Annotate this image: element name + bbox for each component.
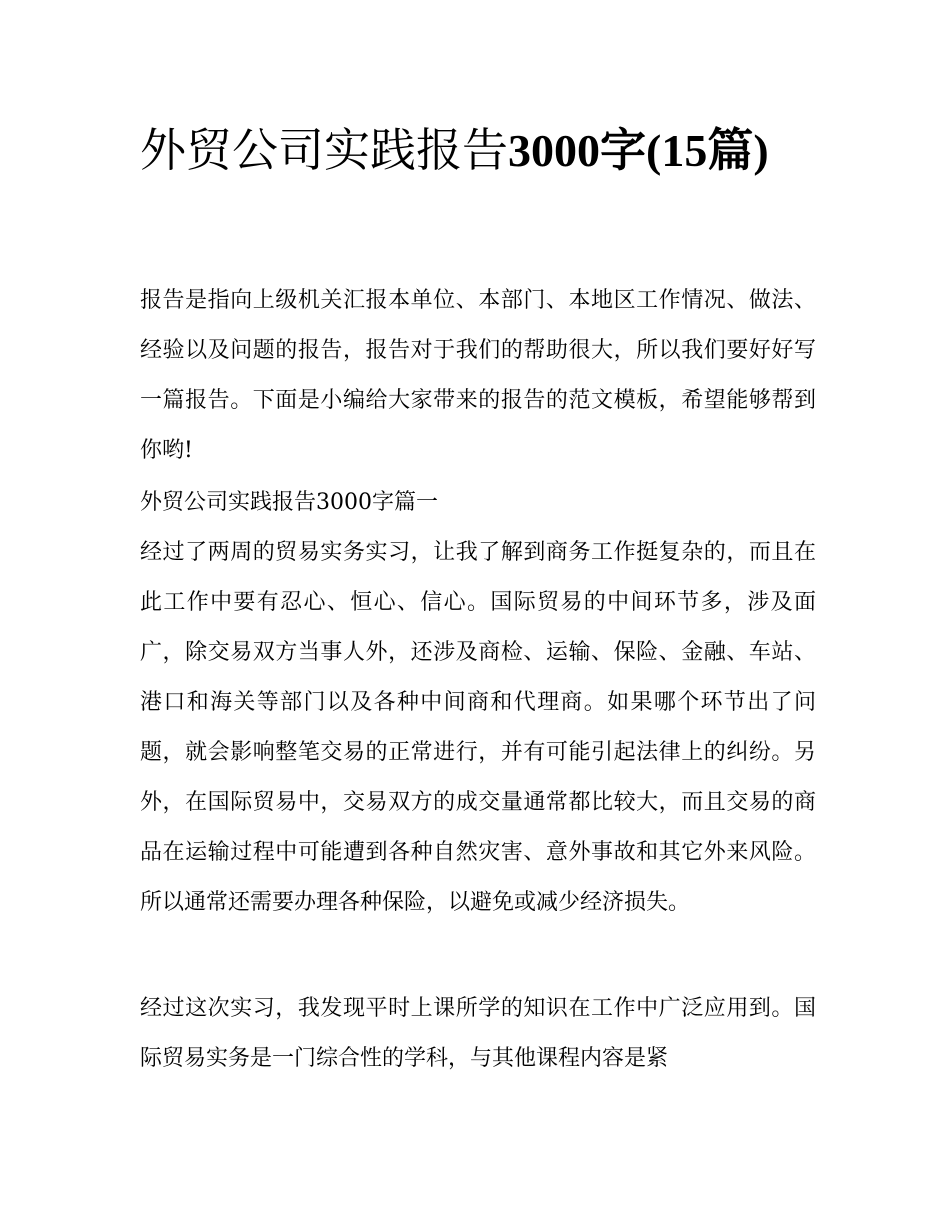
title-text-part2: 字(15篇) <box>600 125 769 176</box>
intro-paragraph: 报告是指向上级机关汇报本单位、本部门、本地区工作情况、做法、经验以及问题的报告，报告对于我们的帮助很大，所以我们要好好写一篇报告。下面是小编给大家带来的报告的范文模板，希望能够帮到你哟! <box>140 288 816 463</box>
title-text-part1: 外贸公司实践报告 <box>140 123 508 177</box>
body-paragraph-1: 经过了两周的贸易实务实习，让我了解到商务工作挺复杂的，而且在此工作中要有忍心、恒心、信心。国际贸易的中间环节多，涉及面广，除交易双方当事人外，还涉及商检、运输、保险、金融、车站、港口和海关等部门以及各种中间商和代理商。如果哪个环节出了问题，就会影响整笔交易的正常进行，并有可能引起法律上的纠纷。另外，在国际贸易中，交易双方的成交量通常都比较大，而且交易的商品在运输过程中可能遭到各种自然灾害、意外事故和其它外来风险。所以通常还需要办理各种保险，以避免或减少经济损失。 <box>140 540 816 915</box>
document-title <box>140 112 820 189</box>
body-paragraph-2: 经过这次实习，我发现平时上课所学的知识在工作中广泛应用到。国际贸易实务是一门综合性的学科，与其他课程内容是紧 <box>140 996 816 1071</box>
title-number: 3000 <box>508 125 600 176</box>
section-heading: 外贸公司实践报告3000字篇一 <box>140 490 438 515</box>
